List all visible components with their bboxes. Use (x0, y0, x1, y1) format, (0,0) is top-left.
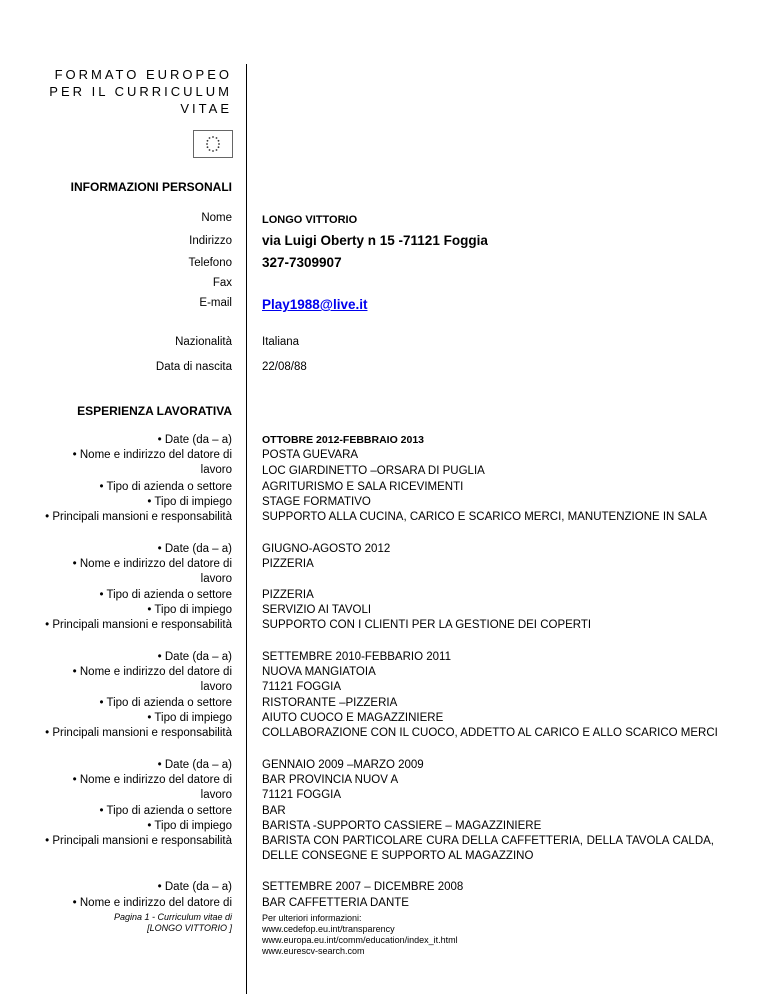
label-employer: • Nome e indirizzo del datore di lavoro (72, 449, 232, 476)
entry-employer-line: 71121 FOGGIA (262, 681, 342, 693)
label-duties: • Principali mansioni e responsabilità (45, 727, 232, 739)
entry-employer-line: NUOVA MANGIATOIA (262, 666, 376, 678)
label-job: • Tipo di impiego (147, 496, 232, 508)
value-phone: 327-7309907 (262, 255, 342, 270)
entry-job: AIUTO CUOCO E MAGAZZINIERE (262, 712, 444, 724)
entry-duties: COLLABORAZIONE CON IL CUOCO, ADDETTO AL CARICO E ALLO SCARICO MERCI (262, 727, 718, 739)
label-dates: • Date (da – a) (157, 759, 232, 771)
label-address: Indirizzo (189, 235, 232, 247)
label-birth-date: Data di nascita (155, 361, 232, 373)
entry-duties: BARISTA CON PARTICOLARE CURA DELLA CAFFETTERIA, DELLA TAVOLA CALDA, DELLE CONSEGNE E SUPPORTO AL MAGAZZINO (262, 835, 714, 862)
label-duties: • Principali mansioni e responsabilità (45, 511, 232, 523)
entry-job: BARISTA -SUPPORTO CASSIERE – MAGAZZINIERE (262, 820, 542, 832)
label-nationality: Nazionalità (175, 336, 232, 348)
entry-job: SERVIZIO AI TAVOLI (262, 604, 372, 616)
entry-sector: AGRITURISMO E SALA RICEVIMENTI (262, 481, 464, 493)
column-divider (246, 64, 247, 994)
label-employer: • Nome e indirizzo del datore di lavoro (72, 558, 232, 585)
entry-sector: BAR (262, 805, 286, 817)
value-nationality: Italiana (262, 336, 300, 348)
entry-duties: SUPPORTO ALLA CUCINA, CARICO E SCARICO MERCI, MANUTENZIONE IN SALA (262, 511, 707, 523)
label-phone: Telefono (188, 257, 232, 269)
value-birth-date: 22/08/88 (262, 361, 307, 373)
entry-sector: PIZZERIA (262, 589, 314, 601)
label-sector: • Tipo di azienda o settore (99, 481, 232, 493)
label-name: Nome (201, 212, 232, 224)
entry-duties: SUPPORTO CON I CLIENTI PER LA GESTIONE DEI COPERTI (262, 619, 592, 631)
header-line-1: FORMATO EUROPEO (54, 67, 232, 82)
header-line-3: VITAE (180, 101, 232, 116)
label-duties: • Principali mansioni e responsabilità (45, 835, 232, 847)
label-fax: Fax (212, 277, 232, 289)
label-email: E-mail (199, 297, 232, 309)
label-dates: • Date (da – a) (157, 651, 232, 663)
value-name: LONGO VITTORIO (262, 214, 358, 226)
footer-page-line-1: Pagina 1 - Curriculum vitae di (113, 912, 232, 922)
entry-employer-line: POSTA GUEVARA (262, 449, 359, 461)
entry-dates: SETTEMBRE 2010-FEBBARIO 2011 (262, 651, 451, 663)
entry-employer-line: PIZZERIA (262, 558, 314, 570)
entry-dates: GENNAIO 2009 –MARZO 2009 (262, 759, 424, 771)
footer-link[interactable]: www.eurescv-search.com (262, 946, 365, 956)
entry-dates: OTTOBRE 2012-FEBBRAIO 2013 (262, 434, 425, 446)
entry-employer-line: BAR PROVINCIA NUOV A (262, 774, 399, 786)
entry-job: STAGE FORMATIVO (262, 496, 371, 508)
entry-dates: GIUGNO-AGOSTO 2012 (262, 543, 391, 555)
entry-dates: SETTEMBRE 2007 – DICEMBRE 2008 (262, 881, 464, 893)
label-employer: • Nome e indirizzo del datore di lavoro (72, 666, 232, 693)
entry-employer-line: BAR CAFFETTERIA DANTE (262, 897, 409, 909)
footer-page-info (114, 912, 232, 934)
label-job: • Tipo di impiego (147, 712, 232, 724)
section-personal-info: INFORMAZIONI PERSONALI (70, 180, 232, 194)
label-sector: • Tipo di azienda o settore (99, 697, 232, 709)
email-link[interactable]: Play1988@live.it (262, 297, 368, 312)
header-line-2: PER IL CURRICULUM (49, 84, 232, 99)
entry-employer-line: LOC GIARDINETTO –ORSARA DI PUGLIA (262, 465, 485, 477)
label-dates: • Date (da – a) (157, 881, 232, 893)
label-duties: • Principali mansioni e responsabilità (45, 619, 232, 631)
footer-page-line-2: [LONGO VITTORIO ] (147, 923, 232, 933)
entry-employer-line: 71121 FOGGIA (262, 789, 342, 801)
footer-link[interactable]: www.europa.eu.int/comm/education/index_it.html (262, 935, 458, 945)
value-address: via Luigi Oberty n 15 -71121 Foggia (262, 233, 488, 248)
label-employer: • Nome e indirizzo del datore di lavoro (72, 774, 232, 801)
label-dates: • Date (da – a) (157, 434, 232, 446)
label-employer: • Nome e indirizzo del datore di (72, 897, 232, 909)
entry-sector: RISTORANTE –PIZZERIA (262, 697, 398, 709)
section-work-experience: ESPERIENZA LAVORATIVA (77, 404, 232, 418)
label-dates: • Date (da – a) (157, 543, 232, 555)
label-sector: • Tipo di azienda o settore (99, 805, 232, 817)
cv-header-title (49, 66, 232, 117)
footer-link[interactable]: www.cedefop.eu.int/transparency (262, 924, 395, 934)
eu-flag-icon (193, 130, 233, 158)
footer-links (262, 913, 458, 957)
label-job: • Tipo di impiego (147, 820, 232, 832)
label-job: • Tipo di impiego (147, 604, 232, 616)
label-sector: • Tipo di azienda o settore (99, 589, 232, 601)
footer-info-title: Per ulteriori informazioni: (262, 913, 362, 923)
